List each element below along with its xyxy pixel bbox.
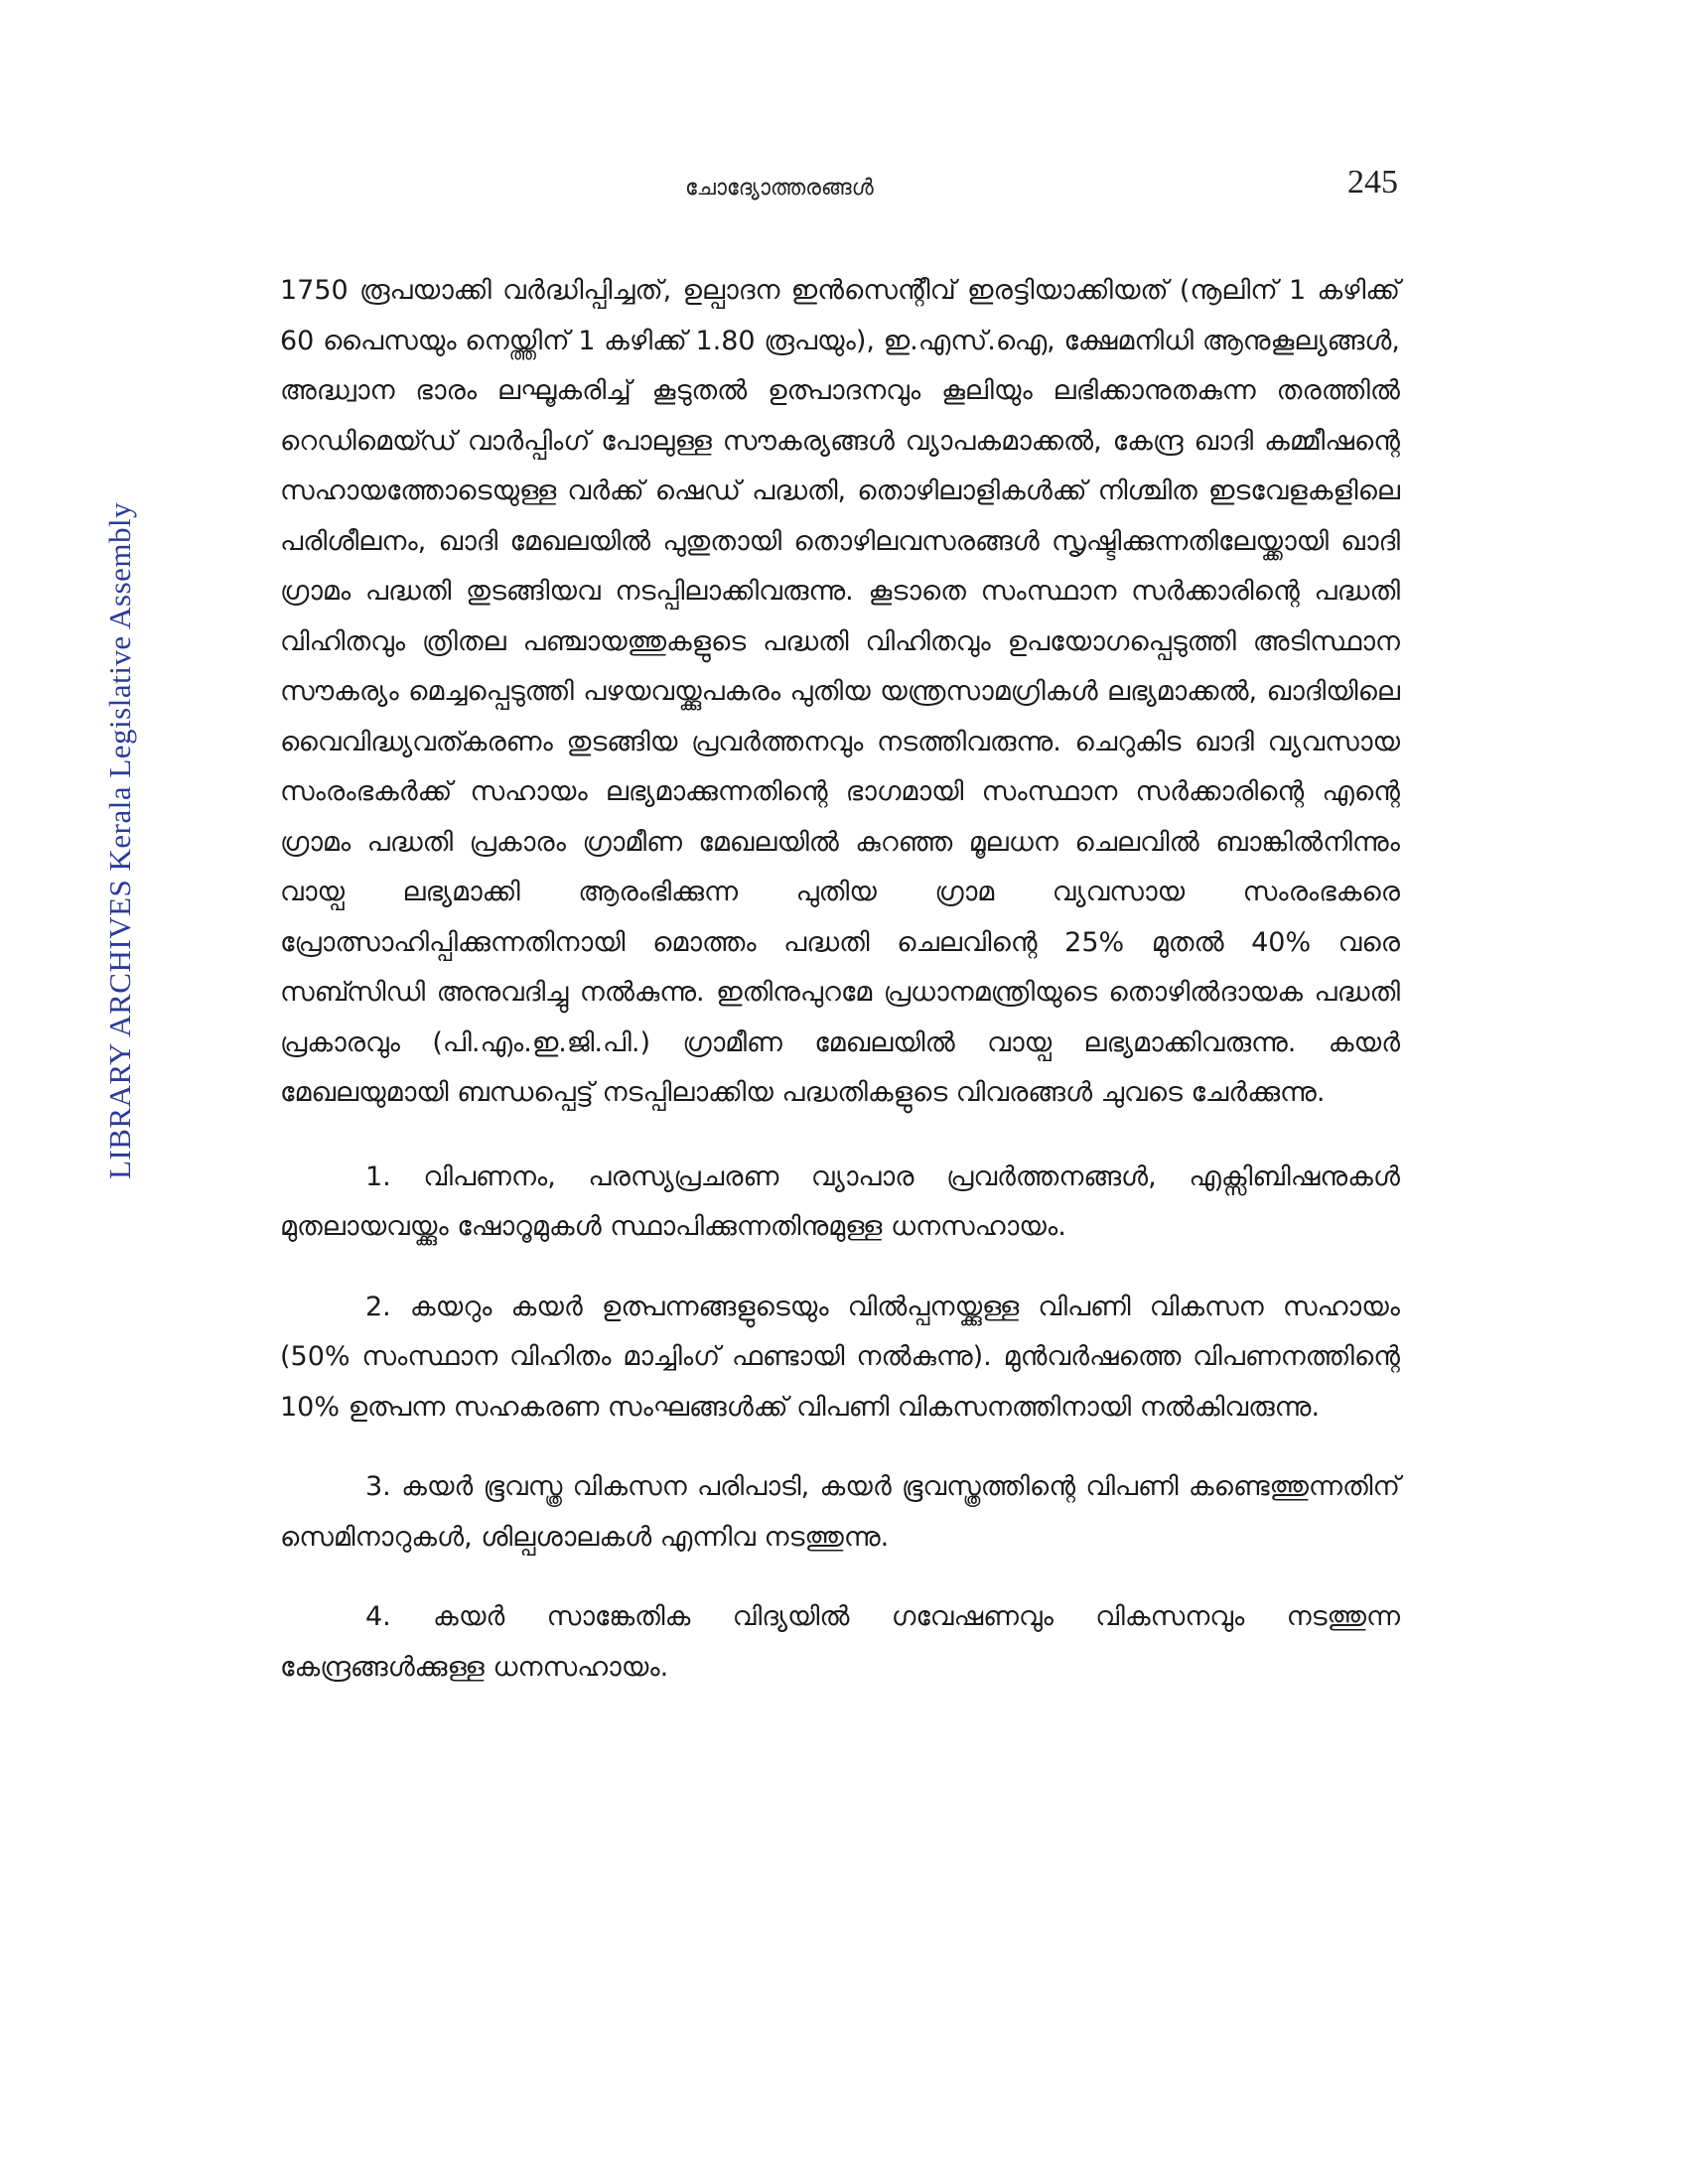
- archive-watermark: LIBRARY ARCHIVES Kerala Legislative Assembly: [102, 501, 137, 1179]
- body-paragraph: 1750 രൂപയാക്കി വർദ്ധിപ്പിച്ചത്, ഉല്പാദന ഇൻസെന്റീവ് ഇരട്ടിയാക്കിയത് (നൂലിന് 1 കഴിക്ക് 60 പൈസയും നെയ്ത്തിന് 1 കഴിക്ക് 1.80 രൂപയും), ഇ.എസ്.ഐ, ക്ഷേമനിധി ആനുകൂല്യങ്ങൾ, അദ്ധ്വാന ഭാരം ലഘൂകരിച്ച് കൂടുതൽ ഉത്പാദനവും കൂലിയും ലഭിക്കാനുതകുന്ന തരത്തിൽ റെഡിമെയ്ഡ് വാർപ്പിംഗ് പോലുള്ള സൗകര്യങ്ങൾ വ്യാപകമാക്കൽ, കേന്ദ്ര ഖാദി കമ്മീഷന്റെ സഹായത്തോടെയുള്ള വർക്ക് ഷെഡ് പദ്ധതി, തൊഴിലാളികൾക്ക് നിശ്ചിത ഇടവേളകളിലെ പരിശീലനം, ഖാദി മേഖലയിൽ പുതുതായി തൊഴിലവസരങ്ങൾ സൃഷ്ടിക്കുന്നതിലേയ്ക്കായി ഖാദി ഗ്രാമം പദ്ധതി തുടങ്ങിയവ നടപ്പിലാക്കിവരുന്നു. കൂടാതെ സംസ്ഥാന സർക്കാരിന്റെ പദ്ധതി വിഹിതവും ത്രിതല പഞ്ചായത്തുകളുടെ പദ്ധതി വിഹിതവും ഉപയോഗപ്പെടുത്തി അടിസ്ഥാന സൗകര്യം മെച്ചപ്പെടുത്തി പഴയവയ്ക്കുപകരം പുതിയ യന്ത്രസാമഗ്രികൾ ലഭ്യമാക്കൽ, ഖാദിയിലെ വൈവിദ്ധ്യവത്കരണം തുടങ്ങിയ പ്രവർത്തനവും നടത്തിവരുന്നു. ചെറുകിട ഖാദി വ്യവസായ സംരംഭകർക്ക് സഹായം ലഭ്യമാക്കുന്നതിന്റെ ഭാഗമായി സംസ്ഥാന സർക്കാരിന്റെ എന്റെ ഗ്രാമം പദ്ധതി പ്രകാരം ഗ്രാമീണ മേഖലയിൽ കുറഞ്ഞ മൂലധന ചെലവിൽ ബാങ്കിൽനിന്നും വായ്പ ലഭ്യമാക്കി ആരംഭിക്കുന്ന പുതിയ ഗ്രാമ വ്യവസായ സംരംഭകരെ പ്രോത്സാഹിപ്പിക്കുന്നതിനായി മൊത്തം പദ്ധതി ചെലവിന്റെ 25% മുതൽ 40% വരെ സബ്സിഡി അനുവദിച്ചു നൽകുന്നു. ഇതിനുപുറമേ പ്രധാനമന്ത്രിയുടെ തൊഴിൽദായക പദ്ധതി പ്രകാരവും (പി.എം.ഇ.ജി.പി.) ഗ്രാമീണ മേഖലയിൽ വായ്പ ലഭ്യമാക്കിവരുന്നു. കയർ മേഖലയുമായി ബന്ധപ്പെട്ട് നടപ്പിലാക്കിയ പദ്ധതികളുടെ വിവരങ്ങൾ ചുവടെ ചേർക്കുന്നു.: [280, 275, 1400, 1108]
- list-item-3: 3. കയർ ഭൂവസ്ത്ര വികസന പരിപാടി, കയർ ഭൂവസ്ത്രത്തിന്റെ വിപണി കണ്ടെത്തുന്നതിന് സെമിനാറുകൾ, ശില്പശാലകൾ എന്നിവ നടത്തുന്നു.: [280, 1471, 1400, 1553]
- list-item-2: 2. കയറും കയർ ഉത്പന്നങ്ങളുടെയും വിൽപ്പനയ്ക്കുള്ള വിപണി വികസന സഹായം (50% സംസ്ഥാന വിഹിതം മാച്ചിംഗ് ഫണ്ടായി നൽകുന്നു). മുൻവർഷത്തെ വിപണനത്തിന്റെ 10% ഉത്പന്ന സഹകരണ സംഘങ്ങൾക്ക് വിപണി വികസനത്തിനായി നൽകിവരുന്നു.: [280, 1291, 1400, 1423]
- page-number: 245: [1347, 164, 1398, 201]
- running-title: ചോദ്യോത്തരങ്ങൾ: [685, 176, 874, 201]
- page-body: [280, 266, 1400, 1722]
- page-header: [0, 164, 1688, 223]
- list-item-1: 1. വിപണനം, പരസ്യപ്രചരണ വ്യാപാര പ്രവർത്തനങ്ങൾ, എക്സിബിഷനുകൾ മുതലായവയ്ക്കും ഷോറൂമുകൾ സ്ഥാപിക്കുന്നതിനുമുള്ള ധനസഹായം.: [280, 1160, 1400, 1242]
- list-item-4: 4. കയർ സാങ്കേതിക വിദ്യയിൽ ഗവേഷണവും വികസനവും നടത്തുന്ന കേന്ദ്രങ്ങൾക്കുള്ള ധനസഹായം.: [280, 1601, 1400, 1683]
